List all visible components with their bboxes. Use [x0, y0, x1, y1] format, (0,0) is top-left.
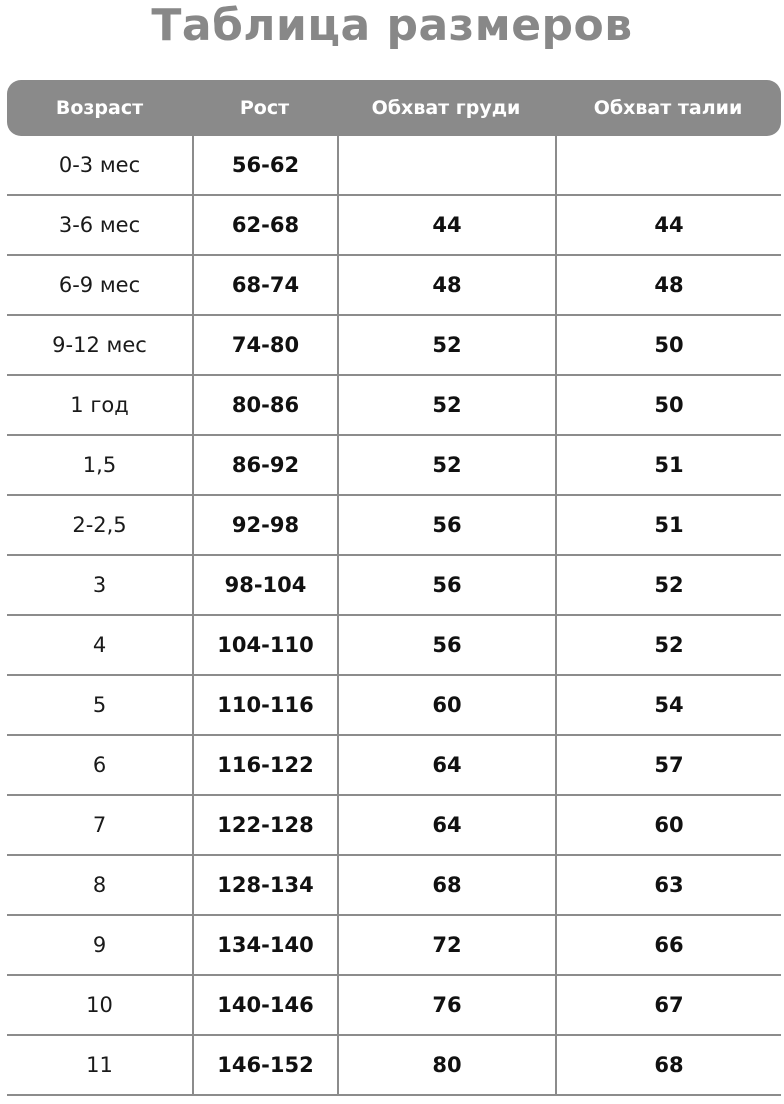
age-cell: 9 — [92, 933, 107, 957]
table-row — [7, 496, 781, 556]
chest-cell: 60 — [337, 676, 555, 734]
chest-cell: 52 — [337, 436, 555, 494]
header-age: Возраст — [55, 97, 144, 119]
height-cell: 98-104 — [192, 556, 337, 614]
age-cell: 8 — [92, 873, 107, 897]
waist-cell: 51 — [555, 436, 781, 494]
chest-cell: 80 — [337, 1036, 555, 1094]
waist-cell: 54 — [555, 676, 781, 734]
height-cell: 92-98 — [192, 496, 337, 554]
header-height: Рост — [239, 97, 290, 119]
chest-cell: 52 — [337, 376, 555, 434]
chest-cell: 44 — [337, 196, 555, 254]
table-row — [7, 436, 781, 496]
height-cell: 140-146 — [192, 976, 337, 1034]
table-row — [7, 676, 781, 736]
height-cell: 116-122 — [192, 736, 337, 794]
height-cell: 80-86 — [192, 376, 337, 434]
table-row — [7, 376, 781, 436]
height-cell: 74-80 — [192, 316, 337, 374]
table-row — [7, 1036, 781, 1096]
age-cell: 6-9 мес — [58, 273, 141, 297]
table-row — [7, 316, 781, 376]
header-chest: Обхват груди — [371, 97, 521, 119]
height-cell: 104-110 — [192, 616, 337, 674]
table-row — [7, 256, 781, 316]
height-cell: 56-62 — [192, 136, 337, 194]
chest-cell: 56 — [337, 496, 555, 554]
waist-cell: 52 — [555, 556, 781, 614]
waist-cell: 52 — [555, 616, 781, 674]
waist-cell: 50 — [555, 316, 781, 374]
chest-cell: 64 — [337, 736, 555, 794]
header-waist: Обхват талии — [593, 97, 743, 119]
height-cell: 86-92 — [192, 436, 337, 494]
table-row — [7, 916, 781, 976]
waist-cell: 63 — [555, 856, 781, 914]
chest-cell: 56 — [337, 616, 555, 674]
page-title: Таблица размеров — [151, 0, 633, 51]
waist-cell — [555, 136, 781, 194]
chest-cell: 52 — [337, 316, 555, 374]
table-row — [7, 976, 781, 1036]
table-row — [7, 556, 781, 616]
height-cell: 122-128 — [192, 796, 337, 854]
table-row — [7, 616, 781, 676]
table-header — [7, 80, 781, 136]
height-cell: 146-152 — [192, 1036, 337, 1094]
age-cell: 10 — [86, 993, 113, 1017]
table-row — [7, 736, 781, 796]
age-cell: 11 — [86, 1053, 113, 1077]
table-row — [7, 796, 781, 856]
table-row — [7, 856, 781, 916]
age-cell: 3 — [92, 573, 107, 597]
table-row — [7, 136, 781, 196]
height-cell: 110-116 — [192, 676, 337, 734]
chest-cell: 76 — [337, 976, 555, 1034]
height-cell: 134-140 — [192, 916, 337, 974]
age-cell: 0-3 мес — [58, 153, 141, 177]
age-cell: 5 — [92, 693, 107, 717]
chest-cell: 64 — [337, 796, 555, 854]
height-cell: 68-74 — [192, 256, 337, 314]
chest-cell: 72 — [337, 916, 555, 974]
waist-cell: 68 — [555, 1036, 781, 1094]
age-cell: 7 — [92, 813, 107, 837]
waist-cell: 51 — [555, 496, 781, 554]
waist-cell: 44 — [555, 196, 781, 254]
chest-cell: 68 — [337, 856, 555, 914]
chest-cell: 48 — [337, 256, 555, 314]
height-cell: 62-68 — [192, 196, 337, 254]
chest-cell — [337, 136, 555, 194]
age-cell: 4 — [92, 633, 107, 657]
waist-cell: 50 — [555, 376, 781, 434]
age-cell: 2-2,5 — [72, 513, 127, 537]
age-cell: 1 год — [70, 393, 129, 417]
waist-cell: 48 — [555, 256, 781, 314]
waist-cell: 60 — [555, 796, 781, 854]
height-cell: 128-134 — [192, 856, 337, 914]
age-cell: 6 — [92, 753, 107, 777]
age-cell: 3-6 мес — [58, 213, 141, 237]
waist-cell: 57 — [555, 736, 781, 794]
chest-cell: 56 — [337, 556, 555, 614]
table-row — [7, 196, 781, 256]
age-cell: 1,5 — [82, 453, 117, 477]
size-table — [7, 80, 781, 1096]
waist-cell: 66 — [555, 916, 781, 974]
age-cell: 9-12 мес — [52, 333, 147, 357]
waist-cell: 67 — [555, 976, 781, 1034]
